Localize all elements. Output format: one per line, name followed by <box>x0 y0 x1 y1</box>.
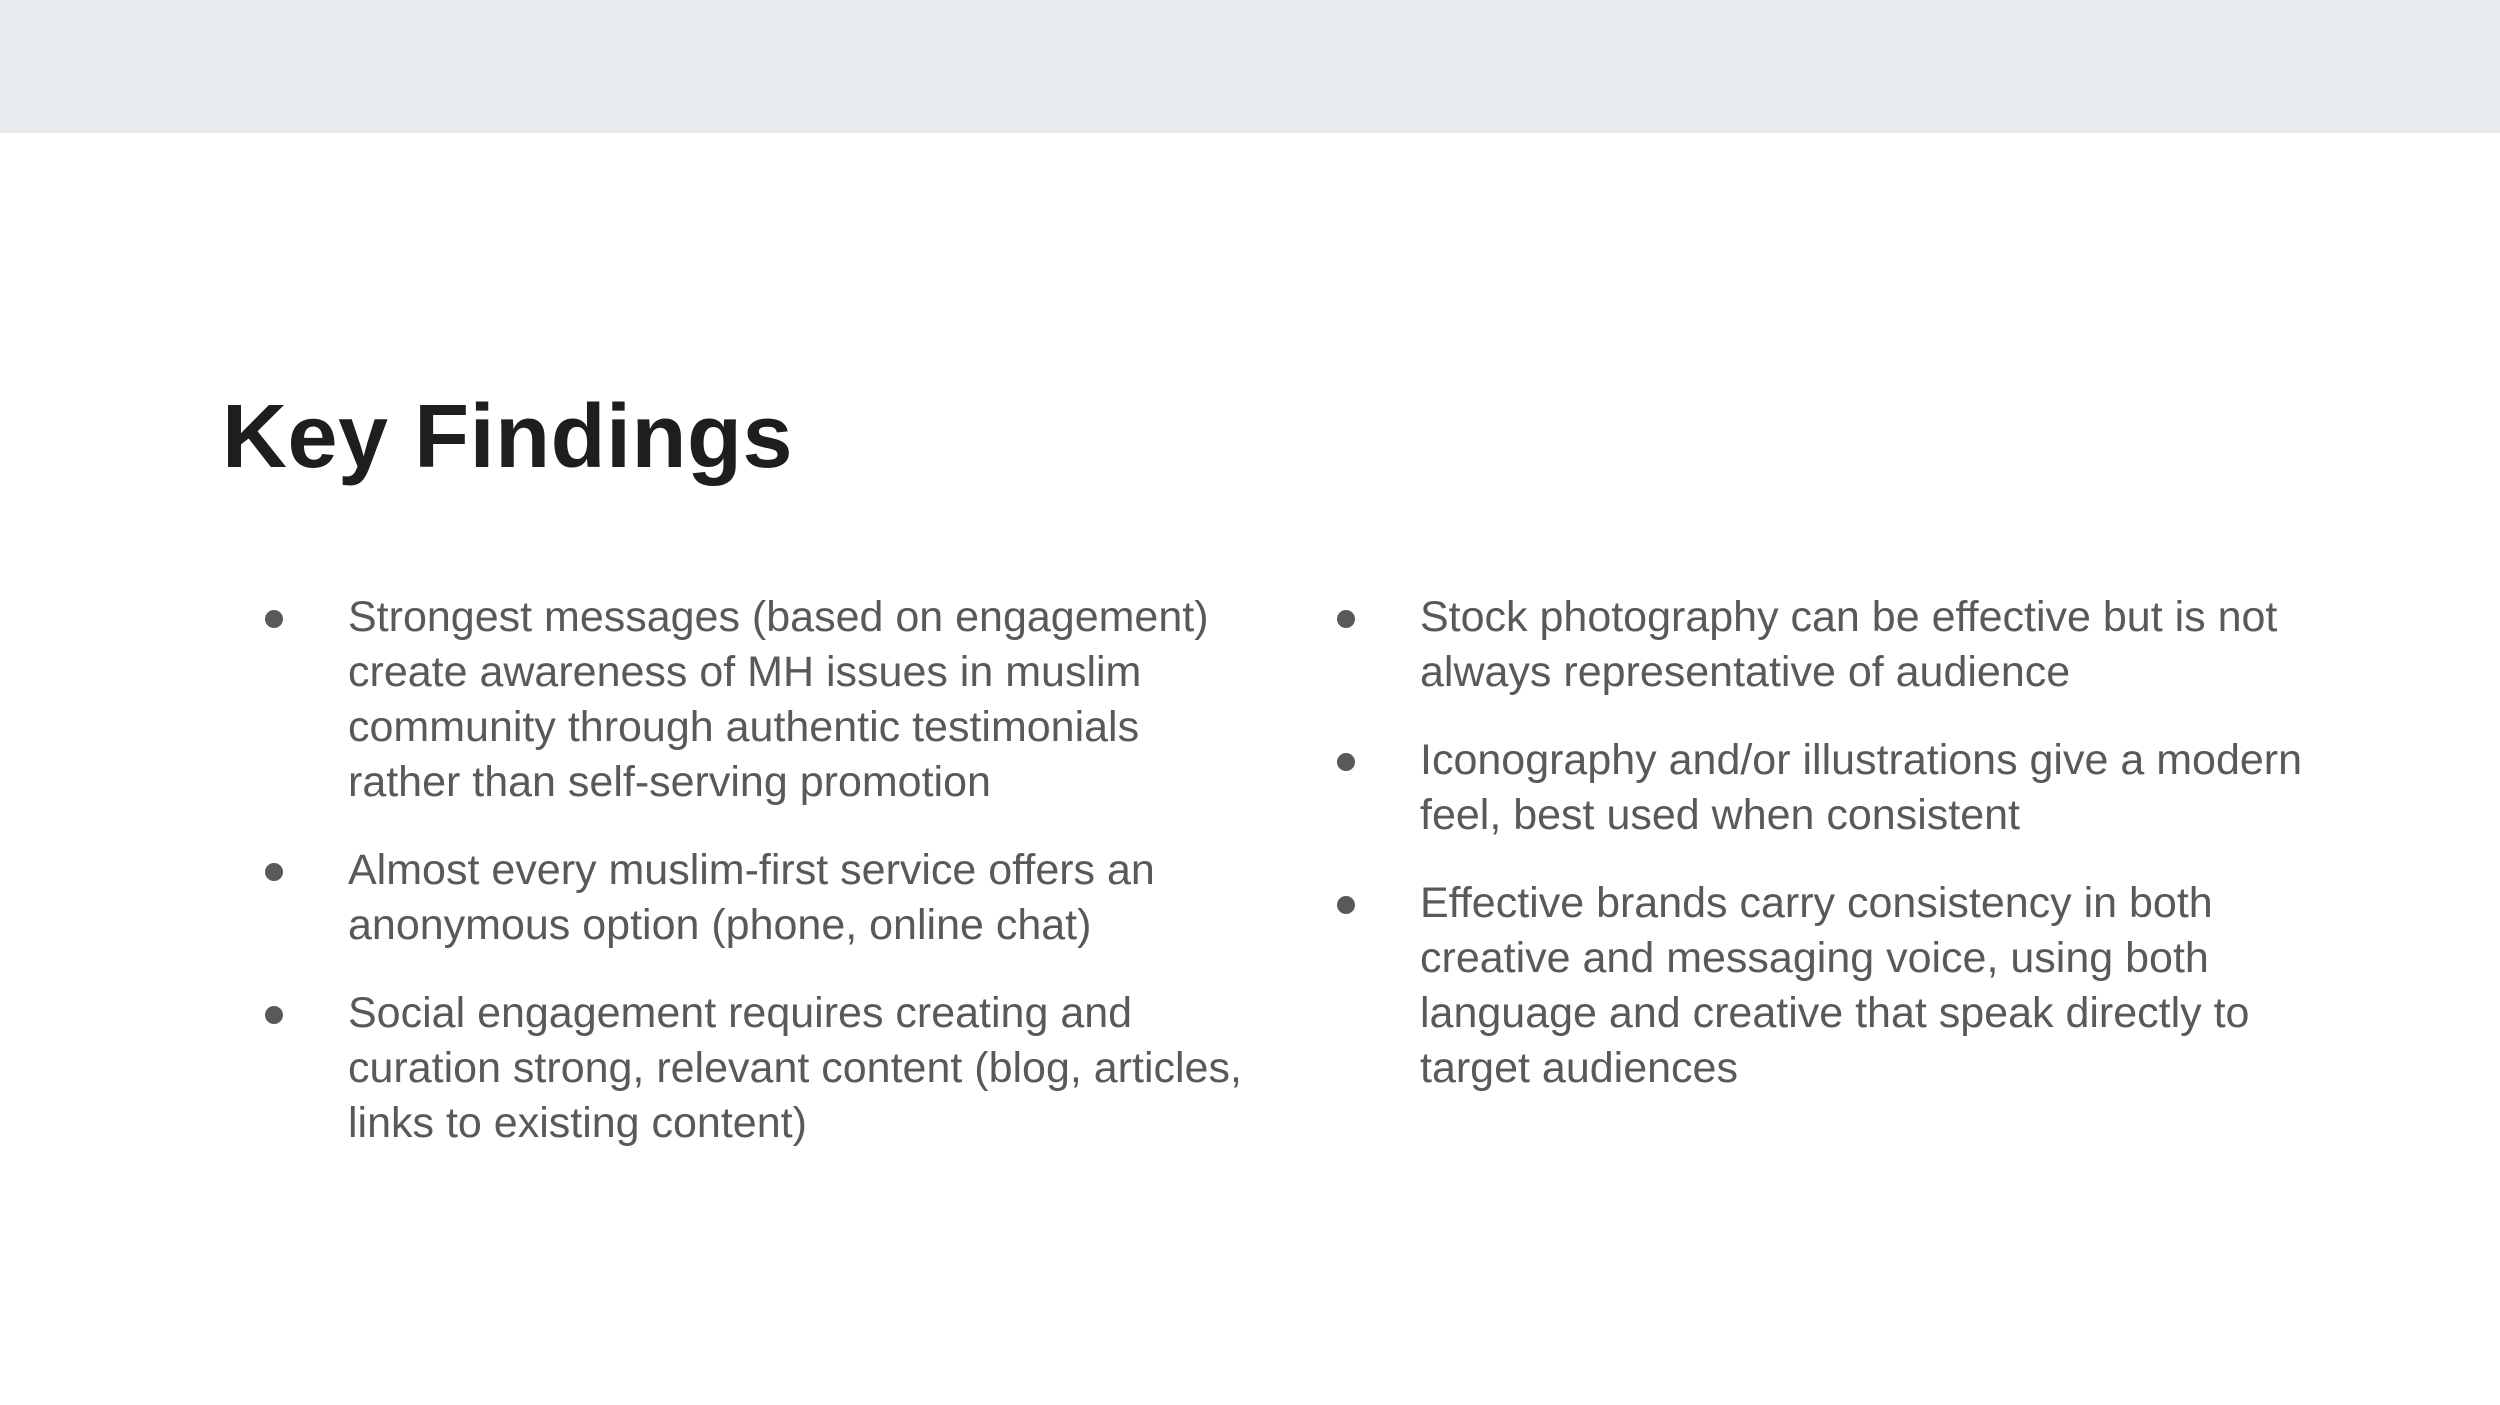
bullet-icon <box>1337 610 1355 628</box>
bullet-icon <box>265 1006 283 1024</box>
bullet-icon <box>265 610 283 628</box>
finding-text: Almost every muslim-first service offers an anonymous option (phone, online chat) <box>348 846 1155 949</box>
finding-item <box>1327 590 2327 700</box>
findings-right-column <box>1327 590 2327 1129</box>
slide-title: Key Findings <box>222 387 794 487</box>
slide-header-band <box>0 0 2500 133</box>
finding-text: Social engagement requires creating and curation strong, relevant content (blog, articles, links to existing content) <box>348 989 1242 1147</box>
bullet-icon <box>265 863 283 881</box>
finding-item <box>255 843 1255 953</box>
finding-text: Iconography and/or illustrations give a modern feel, best used when consistent <box>1420 736 2303 839</box>
bullet-icon <box>1337 896 1355 914</box>
finding-text: Effective brands carry consistency in both creative and messaging voice, using both language and creative that speak directly to target audiences <box>1420 879 2250 1092</box>
finding-text: Stock photography can be effective but is not always representative of audience <box>1420 593 2278 696</box>
bullet-icon <box>1337 753 1355 771</box>
finding-item <box>255 986 1255 1151</box>
finding-text: Strongest messages (based on engagement) create awareness of MH issues in muslim community through authentic testimonials rather than self-serving promotion <box>348 593 1209 806</box>
findings-left-column <box>255 590 1255 1184</box>
finding-item <box>1327 876 2327 1096</box>
finding-item <box>1327 733 2327 843</box>
finding-item <box>255 590 1255 810</box>
